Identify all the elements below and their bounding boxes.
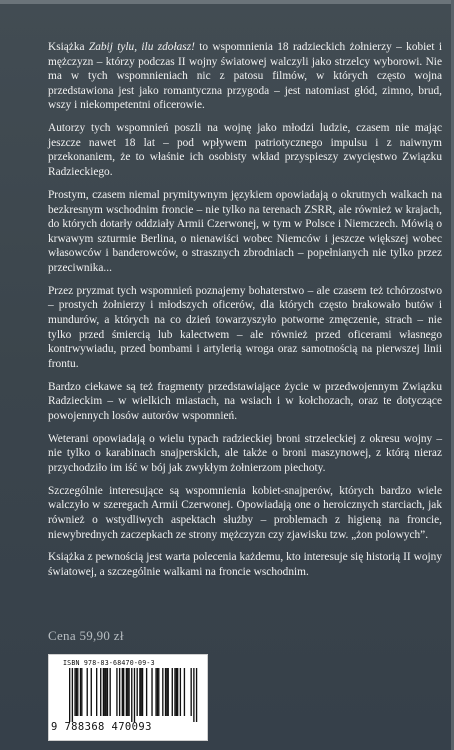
- barcode-bar: [137, 668, 138, 716]
- barcode-bars: [55, 668, 201, 722]
- blurb-paragraph-7: Szczególnie interesujące są wspomnienia kobiet-snajperów, których bardzo wiele walczyło w szeregach Armii Czerwonej. Opowiadają one o heroicznych starciach, jak również o wstydliwych aspektach służby – problemach z higieną na froncie, niewybrednych zaczepkach ze strony mężczyzn czy zjawisku tzw. „żon polowych”.: [48, 484, 442, 541]
- barcode-bar: [168, 668, 169, 716]
- blurb-paragraph-2: Autorzy tych wspomnień poszli na wojnę jako młodzi ludzie, czasem nie mając jeszcze nawet 18 lat – pod wpływem patriotycznego impulsu i z naiwnym przekonaniem, że to właśnie ich osobisty wkład przyspieszy zwycięstwo Związku Radzieckiego.: [48, 122, 442, 179]
- barcode-bar: [151, 668, 152, 716]
- blurb-paragraph-3: Prostym, czasem niemal prymitywnym językiem opowiadają o okrutnych walkach na bezkresnym wschodnim froncie – nie tylko na terenach ZSRR, ale również w krajach, do których dotarły oddziały Armii Czerwonej, w tym w Polsce i Niemczech. Mówią o krwawym szturmie Berlina, o nienawiści wobec Niemców i jeszcze większej wobec własowców i banderowców, o strasznych zbrodniach – popełnianych nie tylko przez przeciwnika...: [48, 188, 442, 274]
- barcode-bar: [155, 668, 156, 716]
- intro-lead: Książka: [48, 41, 89, 53]
- barcode-bar: [119, 668, 120, 716]
- barcode-bar: [123, 668, 124, 716]
- barcode-bar: [105, 668, 106, 716]
- barcode-bar: [174, 668, 175, 716]
- barcode-bar: [180, 668, 181, 716]
- barcode-bar: [146, 668, 147, 716]
- barcode-bar: [91, 668, 92, 716]
- barcode-bar: [191, 668, 192, 716]
- blurb-paragraph-1: [48, 40, 442, 113]
- blurb-text: [48, 40, 442, 580]
- isbn-label: ISBN 978-83-68470-09-3: [63, 659, 155, 667]
- barcode-bar: [103, 668, 104, 716]
- barcode-bar: [139, 668, 140, 716]
- barcode-bar: [107, 668, 108, 716]
- barcode-bar: [193, 668, 194, 722]
- price-label: Cena 59,90 zł: [48, 628, 124, 643]
- barcode-bar: [134, 668, 135, 722]
- blurb-paragraph-6: Weterani opowiadają o wielu typach radzieckiej broni strzeleckiej z okresu wojny – nie tylko o karabinach snajperskich, ale także o broni maszynowej, z którą nieraz przychodziło im iść w bój jak zwykłym żołnierzom piechoty.: [48, 432, 442, 474]
- book-title: Zabij tylu, ilu zdołasz!: [88, 41, 195, 53]
- barcode-bar: [74, 668, 75, 716]
- barcode-bar: [116, 668, 117, 716]
- blurb-paragraph-5: Bardzo ciekawe są też fragmenty przedstawiające życie w przedwojennym Związku Radzieckim – w wielkich miastach, na wsiach i w kołchozach, oraz te dotyczące powojennych losów autorów wspomnień.: [48, 380, 442, 422]
- barcode-bar: [141, 668, 142, 716]
- barcode-bar: [104, 668, 105, 716]
- barcode-bar: [126, 668, 127, 716]
- barcode-bar: [157, 668, 158, 716]
- barcode-bar: [166, 668, 167, 716]
- barcode-bar: [172, 668, 173, 716]
- barcode-bar: [100, 668, 101, 716]
- barcode-bar: [96, 668, 97, 716]
- barcode-bar: [87, 668, 88, 716]
- barcode-bar: [196, 668, 197, 722]
- cover-top-edge: [0, 0, 454, 4]
- barcode-bar: [77, 668, 78, 716]
- barcode-digits: 9 788368 470093: [51, 721, 152, 733]
- blurb-paragraph-8: Książka z pewnością jest warta polecenia każdemu, kto interesuje się historią II wojny światowej, a szczególnie walkami na froncie wschodnim.: [48, 551, 442, 579]
- barcode-bar: [110, 668, 111, 716]
- barcode-bar: [69, 668, 70, 722]
- barcode-bar: [128, 668, 129, 716]
- barcode-bar: [80, 668, 81, 716]
- barcode-panel: [48, 654, 208, 741]
- barcode-bar: [131, 668, 132, 722]
- barcode-bar: [176, 668, 177, 716]
- blurb-paragraph-4: Przez pryzmat tych wspomnień poznajemy bohaterstwo – ale czasem też tchórzostwo – prostych żołnierzy i młodszych oficerów, dla których często brakowało butów i mundurów, a których na co dzień towarzyszyło potworne zmęczenie, strach – nie tylko przed śmiercią lub kalectwem – ale również przed oficerami własnego kontrwywiadu, przed bombami i artylerią wroga oraz samotnością na pierwszej linii frontu.: [48, 284, 442, 370]
- barcode-bar: [158, 668, 159, 716]
- barcode-bar: [184, 668, 185, 716]
- barcode-bar: [72, 668, 73, 722]
- barcode-bar: [127, 668, 128, 716]
- barcode-bar: [165, 668, 166, 716]
- barcode-bar: [76, 668, 77, 716]
- barcode-bar: [122, 668, 123, 716]
- intro-rest: to wspomnienia 18 radzieckich żołnierzy – kobiet i mężczyzn – którzy podczas II wojny światowej walczyli jako strzelcy wyborowi. Nie ma w tych wspomnieniach nic z patosu filmów, w których często wojna przedstawiona jest jako romantyczna przygoda – jest natomiast głód, zimno, brud, wszy i niekompetentni oficerowie.: [48, 41, 442, 112]
- barcode-bar: [81, 668, 82, 716]
- barcode-bar: [142, 668, 143, 716]
- barcode-bar: [162, 668, 163, 716]
- barcode-bar: [177, 668, 178, 716]
